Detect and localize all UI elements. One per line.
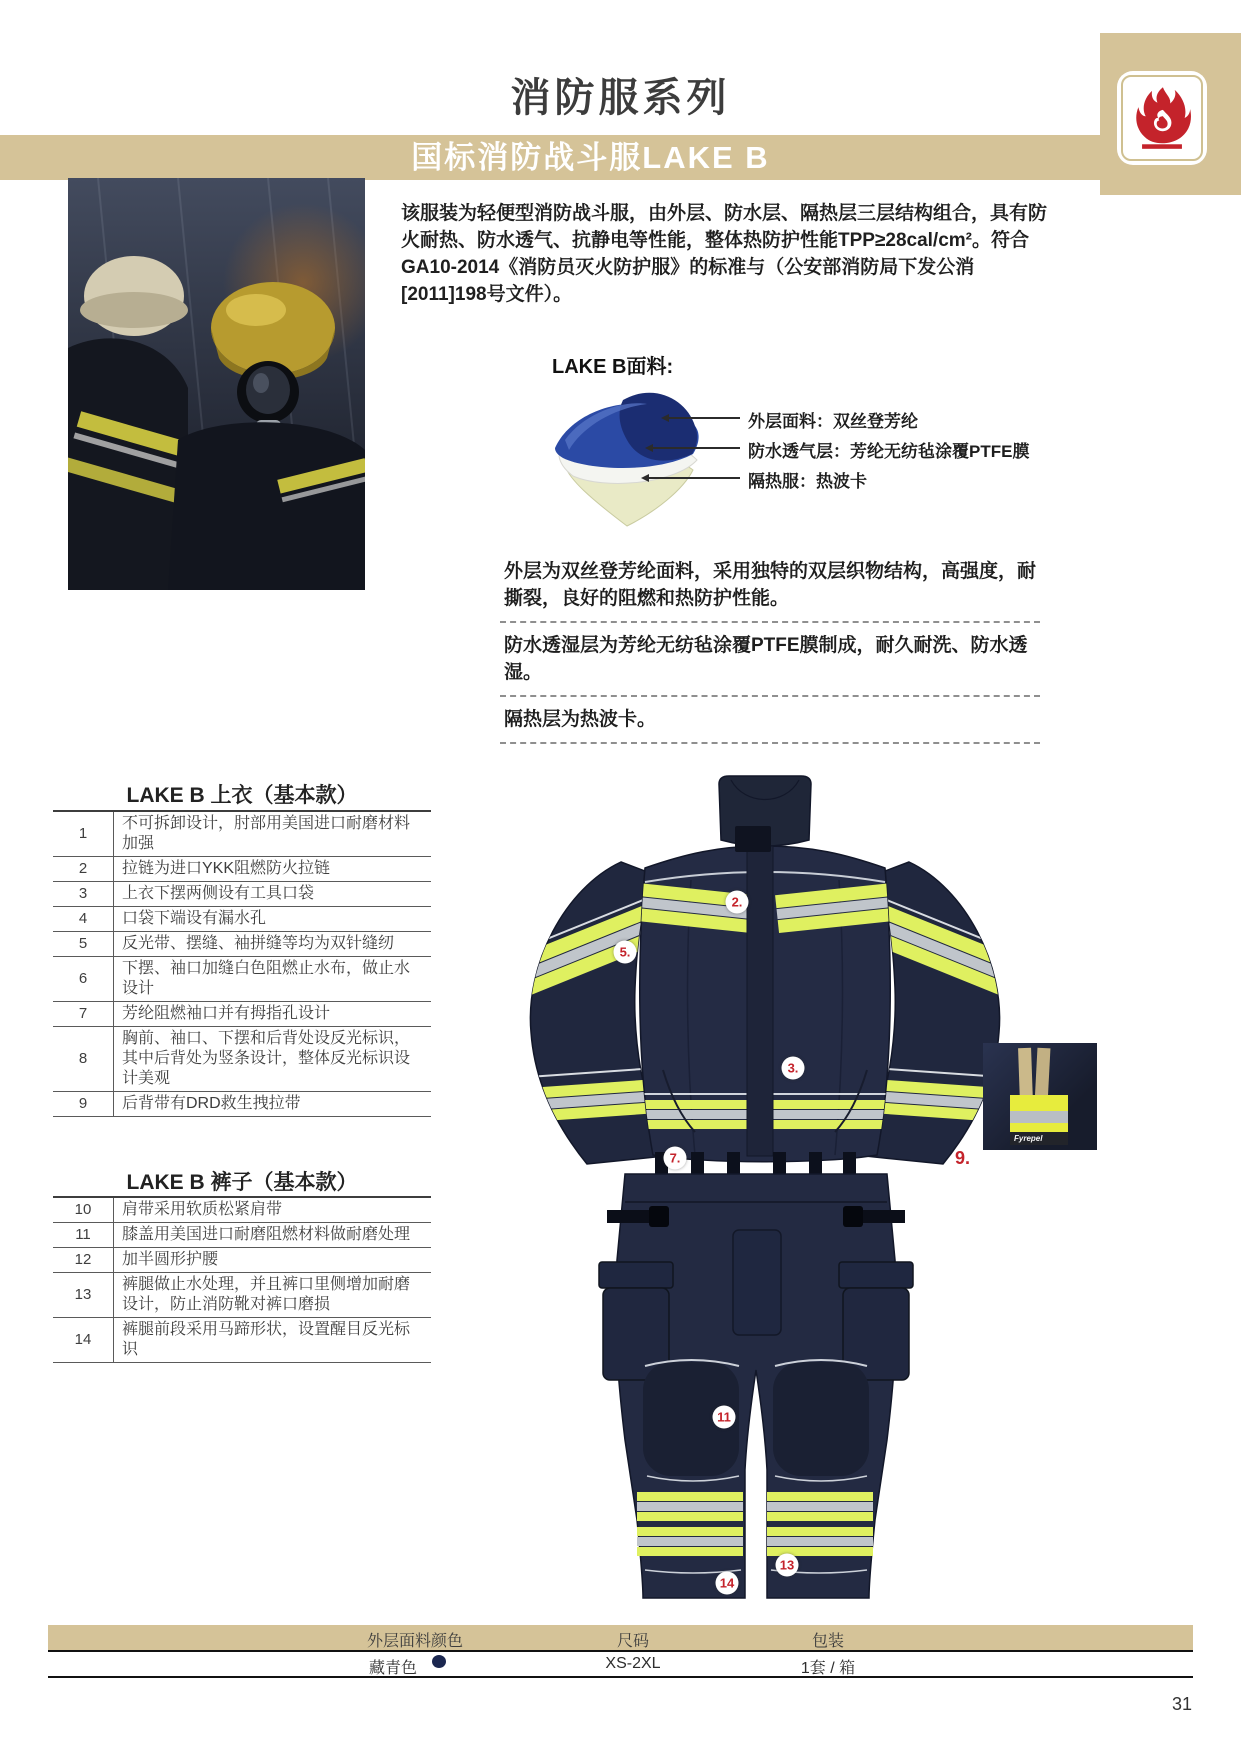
spec-table-header [48,1625,1193,1652]
row-number: 13 [53,1273,114,1318]
page-title: 消防服系列 [510,76,731,120]
callout-2-front-zip: 2. [726,891,749,914]
fabric-notes [500,558,1040,744]
row-number: 14 [53,1318,114,1363]
callout-7-cuff: 7. [664,1147,687,1170]
row-number: 5 [53,932,114,957]
row-text: 反光带、摆缝、袖拼缝等均为双针缝纫 [114,932,432,957]
leader-line-thermal-layer [648,477,740,479]
table-row [53,1002,431,1027]
callout-13-leg-hem: 13 [776,1554,799,1577]
row-text: 肩带采用软质松紧肩带 [114,1197,432,1223]
drd-silver-band [1010,1111,1068,1123]
pants-feature-table [53,1196,431,1363]
leader-line-waterproof-layer [652,447,740,449]
drd-reflective-patch [1010,1095,1068,1145]
table-row [53,957,431,1002]
table-row [53,1027,431,1092]
row-text: 裤腿做止水处理，并且裤口里侧增加耐磨设计，防止消防靴对裤口磨损 [114,1273,432,1318]
callout-3-tool-pocket: 3. [782,1057,805,1080]
spec-header-size: 尺码 [616,1633,650,1650]
table-row [53,1092,431,1117]
spec-packing-value: 1套 / 箱 [800,1660,856,1677]
fabric-note: 隔热层为热波卡。 [500,697,1040,744]
arrow-left-icon [641,474,649,482]
table-row [53,932,431,957]
callout-14-leg-front: 14 [716,1572,739,1595]
jacket-figure [513,776,1016,1164]
spec-table [48,1625,1193,1678]
row-number: 3 [53,882,114,907]
row-text: 后背带有DRD救生拽拉带 [114,1092,432,1117]
table-row [53,1197,431,1223]
table-row [53,1223,431,1248]
navy-color-swatch-dot [432,1655,446,1668]
spec-table-row [48,1652,1193,1678]
leader-line-outer-layer [668,417,740,419]
row-text: 加半圆形护腰 [114,1248,432,1273]
firefighters-photo [68,178,365,590]
callout-9-drd-strap: 9. [955,1148,971,1168]
row-text: 芳纶阻燃袖口并有拇指孔设计 [114,1002,432,1027]
spec-color-name: 藏青色 [368,1660,418,1677]
pants-table-title: LAKE B 裤子（基本款） [126,1171,358,1194]
drd-brand-label: Fyrepel [1010,1132,1068,1145]
callout-11-knee: 11 [713,1406,736,1429]
fabric-heading: LAKE B面料: [552,356,674,378]
row-number: 7 [53,1002,114,1027]
fabric-layer-label-thermal: 隔热服：热波卡 [748,472,867,491]
table-row [53,1318,431,1363]
intro-line: 火耐热、防水透气、抗静电等性能，整体热防护性能TPP≥28cal/cm²。符合 [401,230,1029,251]
row-text: 不可拆卸设计，肘部用美国进口耐磨材料加强 [114,811,432,857]
row-number: 11 [53,1223,114,1248]
fabric-layers-swatch [535,378,725,528]
flame-logo [1117,71,1207,165]
table-row [53,1273,431,1318]
fabric-note: 防水透湿层为芳纶无纺毡涂覆PTFE膜制成，耐久耐洗、防水透湿。 [500,623,1040,697]
row-text: 上衣下摆两侧设有工具口袋 [114,882,432,907]
row-number: 2 [53,857,114,882]
series-banner-title: 国标消防战斗服LAKE B [411,140,770,175]
row-number: 12 [53,1248,114,1273]
table-row [53,882,431,907]
flame-icon [1133,86,1191,150]
flame-logo-frame [1121,75,1203,161]
row-text: 下摆、袖口加缝白色阻燃止水布，做止水设计 [114,957,432,1002]
row-number: 9 [53,1092,114,1117]
spec-size-value: XS-2XL [605,1655,661,1672]
drd-strap-inset-photo [983,1043,1097,1150]
spec-header-color: 外层面料颜色 [366,1633,464,1650]
row-number: 8 [53,1027,114,1092]
intro-line: [2011]198号文件）。 [401,284,573,305]
jacket-feature-table [53,810,431,1117]
intro-line: 该服装为轻便型消防战斗服，由外层、防水层、隔热层三层结构组合，具有防 [401,203,1048,224]
row-number: 1 [53,811,114,857]
row-number: 6 [53,957,114,1002]
series-banner [0,135,1241,180]
row-number: 10 [53,1197,114,1223]
jacket-table-title: LAKE B 上衣（基本款） [126,784,358,807]
row-text: 口袋下端设有漏水孔 [114,907,432,932]
row-number: 4 [53,907,114,932]
arrow-left-icon [645,444,653,452]
table-row [53,1248,431,1273]
row-text: 裤腿前段采用马蹄形状，设置醒目反光标识 [114,1318,432,1363]
spec-header-packing: 包装 [811,1633,845,1650]
fabric-layer-label-outer: 外层面料：双丝登芳纶 [748,412,918,431]
table-row [53,907,431,932]
page-number: 31 [1172,1694,1193,1714]
table-row [53,857,431,882]
arrow-left-icon [661,414,669,422]
intro-line: GA10-2014《消防员灭火防护服》的标准与（公安部消防局下发公消 [401,257,975,278]
row-text: 拉链为进口YKK阻燃防火拉链 [114,857,432,882]
row-text: 膝盖用美国进口耐磨阻燃材料做耐磨处理 [114,1223,432,1248]
callout-5-sleeve-band: 5. [614,941,637,964]
table-row [53,811,431,857]
row-text: 胸前、袖口、下摆和后背处设反光标识，其中后背处为竖条设计，整体反光标识设计美观 [114,1027,432,1092]
fabric-layer-label-waterproof: 防水透气层：芳纶无纺毡涂覆PTFE膜 [748,442,1030,461]
intro-paragraph [401,200,1061,308]
fabric-note: 外层为双丝登芳纶面料，采用独特的双层织物结构，高强度，耐撕裂，良好的阻燃和热防护性能。 [500,558,1040,623]
suit-illustration [495,770,1035,1605]
pants-figure [599,1152,913,1598]
